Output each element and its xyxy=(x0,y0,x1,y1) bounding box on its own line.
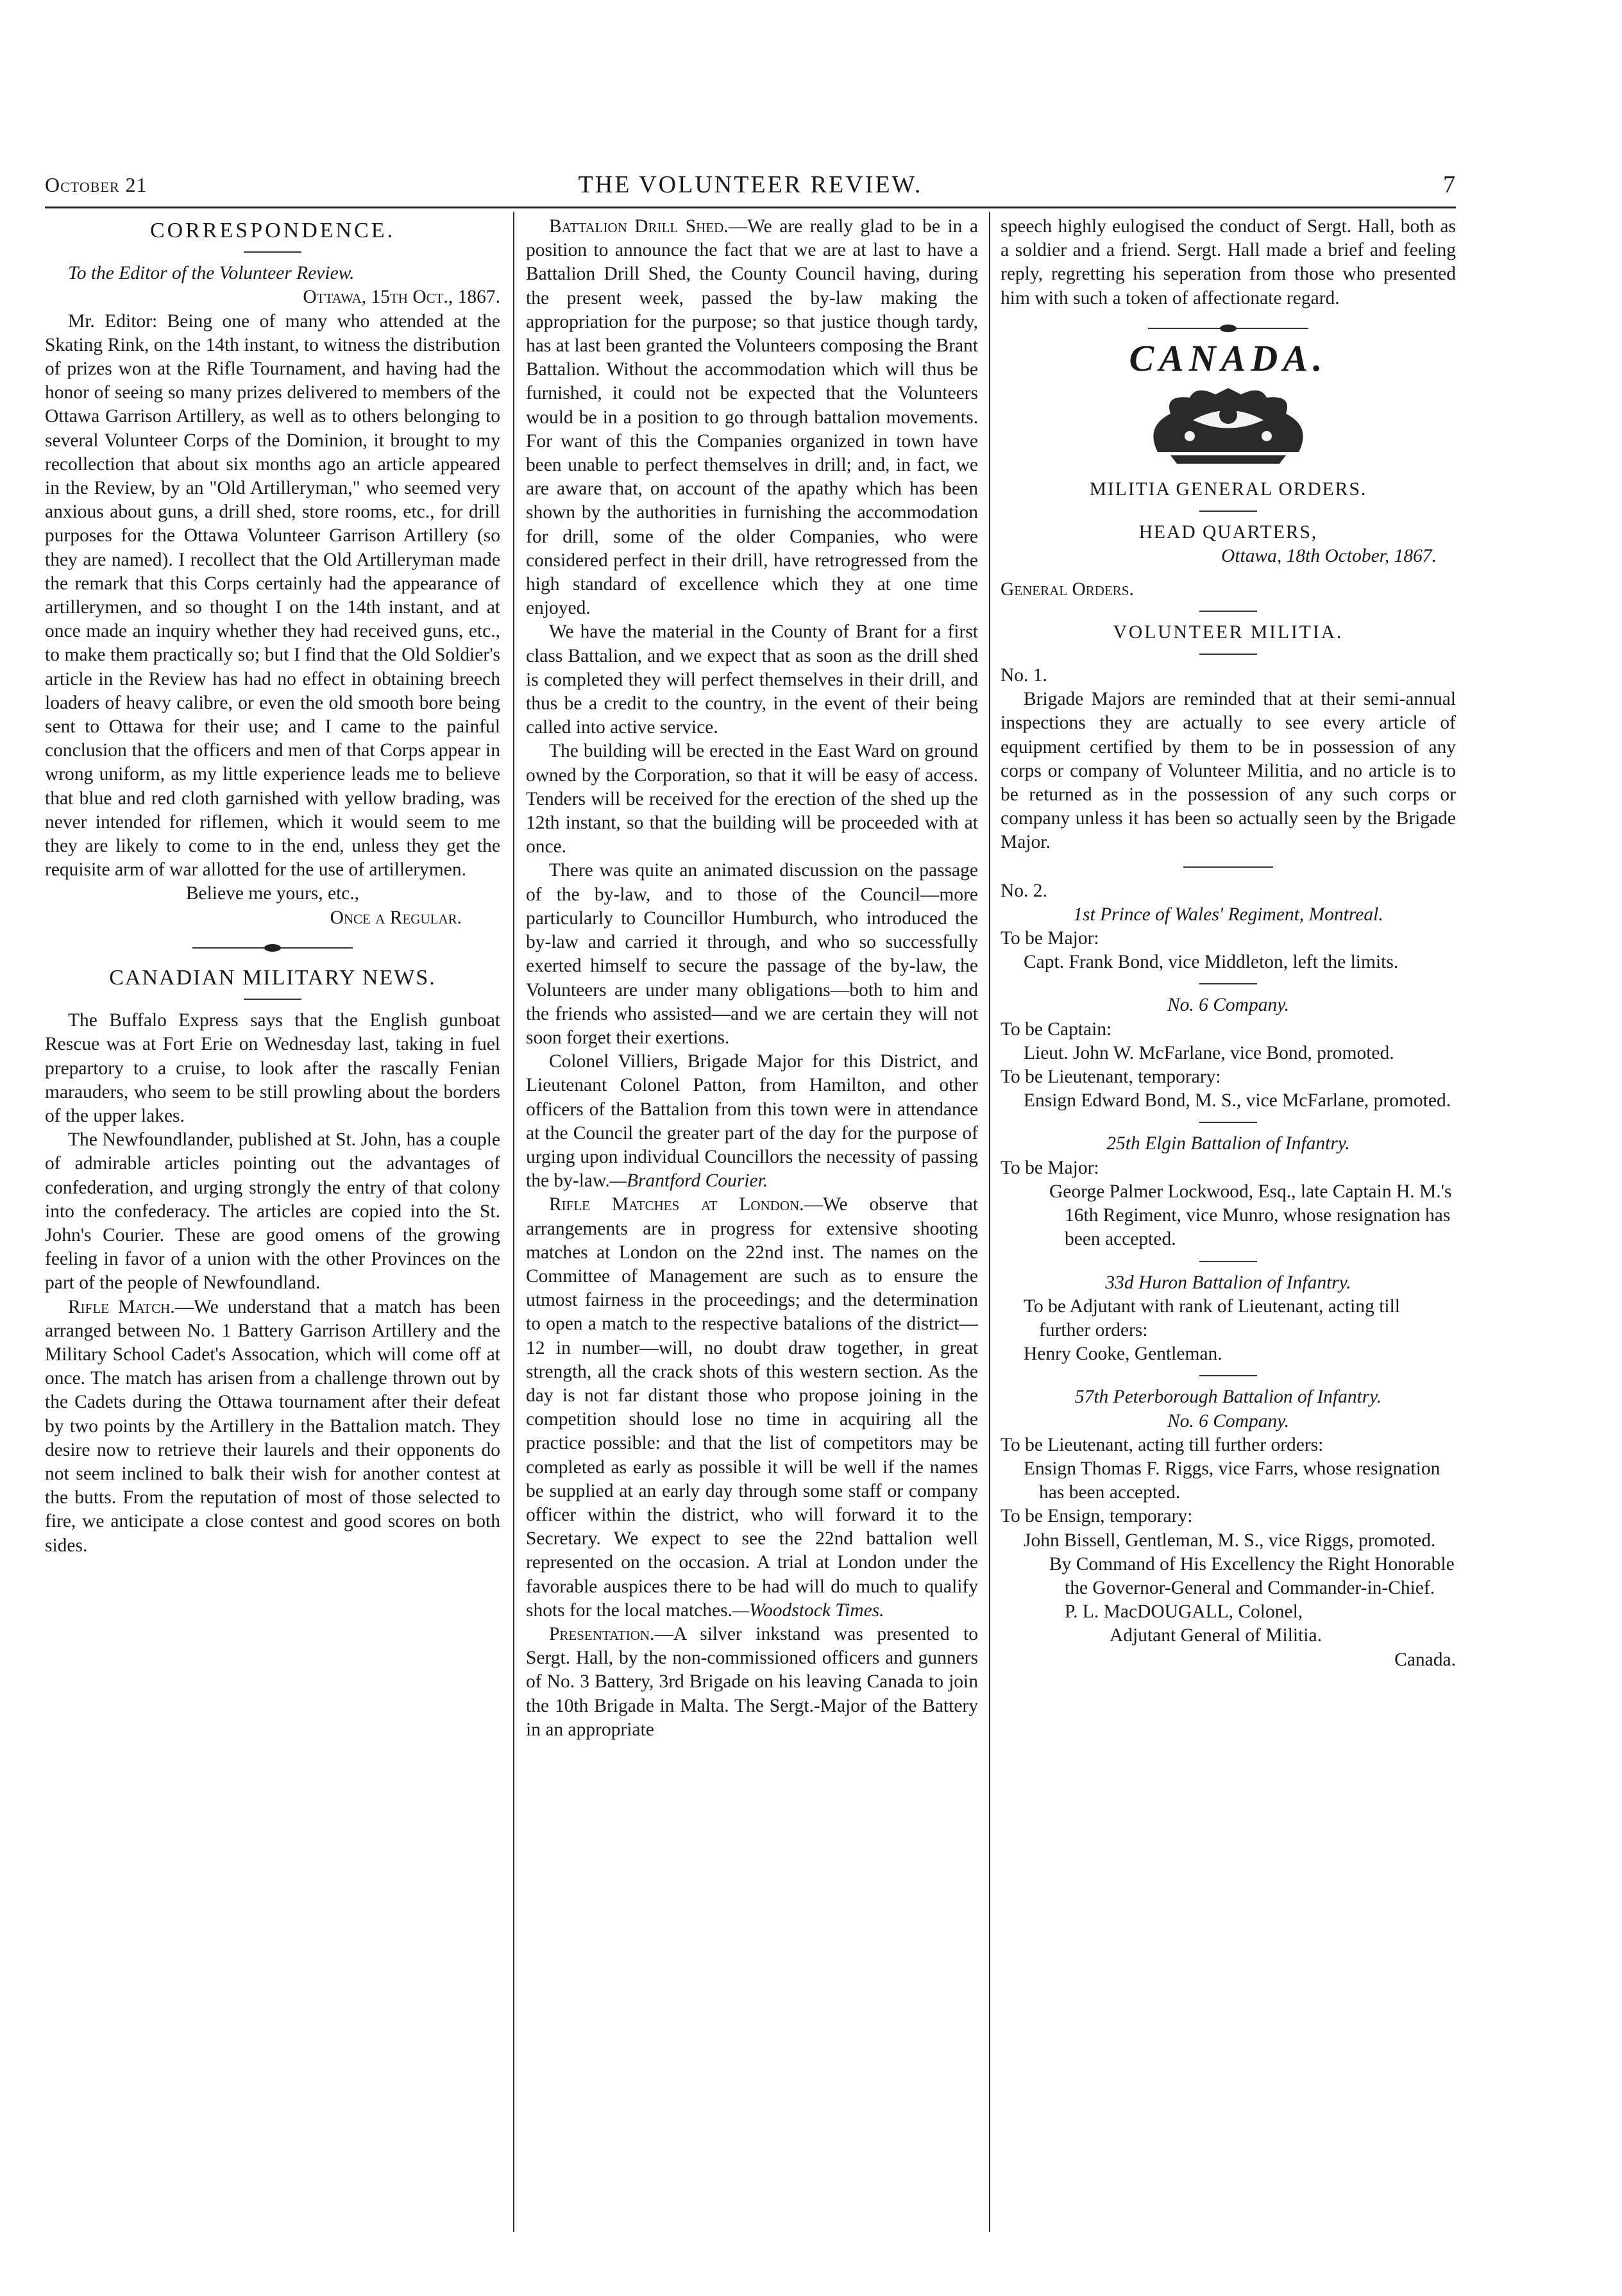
appointment: John Bissell, Gentleman, M. S., vice Riggs, promoted. xyxy=(1024,1530,1436,1551)
article-lead: Presentation. xyxy=(549,1623,655,1644)
column-rule xyxy=(989,212,990,2232)
appointment-label: To be Major: xyxy=(1001,1157,1099,1178)
article-text: —We understand that a match has been arranged between No. 1 Battery Garrison Artillery and the Military School Cadet's Assocation, which will come off at once. The match has arisen from a challenge thrown out by the Cadets during the Ottawa tournament after their defeat by two points by the Artillery in the Battalion match. They desire now to retrieve their laurels and their opponents do not seem inclined to balk their wish for another contest at the butts. From the reputation of most of those selected to fire, we anticipate a close contest and good scores on both sides. xyxy=(45,1296,500,1556)
royal-crest-icon xyxy=(1132,375,1324,471)
ornamental-divider xyxy=(192,944,353,952)
letter-body: Mr. Editor: Being one of many who attended at the Skating Rink, on the 14th instant, to witness the distribution of prizes won at the Rifle Tournament, and having had the honor of seeing so many prizes delivered to members of the Ottawa Garrison Artillery, as well as to others belonging to several Volunteer Corps of the Dominion, it brought to my recollection that about six months ago an article appeared in the Review, by an "Old Artilleryman," who seemed very anxious about guns, a drill shed, store rooms, etc., for drill purposes for the Ottawa Volunteer Garrison Artillery (so they are named). I recollect that the Old Artilleryman made the remark that this Corps certainly had the appearance of artillerymen, and so thought I on the 14th instant, and at once made an inquiry whether they had received guns, etc., to make them practically so; but I find that the Old Soldier's article in the Review has had no effect in obtaining breech loaders of heavy calibre, or even the old smooth bore being sent to Ottawa for their use; and I came to the painful conclusion that the officers and men of that Corps appear in wrong uniform, as my little experience leads me to believe that blue and red cloth garnished with yellow brading, was never intended for riflemen, which it would seem to me they are likely to come to in the end, unless they get the requisite arm of war allotted for the use of artillerymen. xyxy=(45,310,500,881)
divider xyxy=(1199,654,1257,655)
appointment: Ensign Thomas F. Riggs, vice Farrs, whose resignation has been accepted. xyxy=(1024,1458,1440,1503)
appointment: Lieut. John W. McFarlane, vice Bond, promoted. xyxy=(1024,1042,1394,1063)
section-heading: CORRESPONDENCE. xyxy=(149,219,396,242)
column-2 xyxy=(526,215,978,2229)
article-paragraph xyxy=(526,1050,978,1193)
order-number: No. 1. xyxy=(1001,665,1047,686)
appointment-label: To be Adjutant with rank of Lieutenant, acting till further orders: xyxy=(1024,1296,1400,1340)
article-source: —Woodstock Times. xyxy=(732,1600,884,1621)
issue-date: October 21 xyxy=(45,173,148,196)
canada-title: CANADA. xyxy=(1129,337,1328,379)
orders-heading: MILITIA GENERAL ORDERS. xyxy=(1089,479,1367,500)
article-lead: Rifle Matches at London. xyxy=(549,1194,804,1215)
article-text: —We observe that arrangements are in progress for extensive shooting matches at London on the 22nd inst. The names on the Committee of Management are such as to ensure the utmost fairness in the proceedings; and the determination to open a match to the respective batalions of the district—12 in number—will, no doubt draw together, in great strength, all the crack shots of this western section. As the day is not far distant those who propose joining in the competition should lose no time in acquiring all the practice possible: and that the list of competitors may be completed as early as possible it will be well if the names be supplied at an early day through some staff or company officer within the district, who will forward it to the Secretary. We expect to see the 22nd battalion well represented on the occasion. A trial at London under the favorable auspices there to be had will do much to qualify shots for the local matches. xyxy=(526,1194,978,1621)
regiment-name: 33d Huron Battalion of Infantry. xyxy=(1105,1272,1351,1293)
appointment-label: To be Ensign, temporary: xyxy=(1001,1506,1193,1527)
divider xyxy=(1199,1122,1257,1123)
company-name: No. 6 Company. xyxy=(1167,995,1290,1016)
signature-name: P. L. MacDOUGALL, Colonel, xyxy=(1065,1601,1303,1623)
header-rule xyxy=(45,207,1456,208)
article-paragraph: speech highly eulogised the conduct of Sergt. Hall, both as a soldier and a friend. Sergt. Hall made a brief and feeling reply, regretting his seperation from those who presented him with such a token of affectionate regard. xyxy=(1001,216,1456,308)
appointment-label: To be Major: xyxy=(1001,928,1099,949)
signature-title: Adjutant General of Militia. xyxy=(1110,1625,1322,1646)
column-3 xyxy=(1001,215,1456,2229)
orders-dateline: Ottawa, 18th October, 1867. xyxy=(1221,546,1437,567)
article-paragraph: The Newfoundlander, published at St. John, has a couple of admirable articles pointing out the advantages of confederation, and urging strongly the entry of that colony into the confederacy. The articles are copied into the St. John's Courier. These are good omens of the growing feeling in favor of a union with the other Provinces on the part of the people of Newfoundland. xyxy=(45,1129,500,1294)
appointment: Ensign Edward Bond, M. S., vice McFarlane, promoted. xyxy=(1024,1090,1451,1111)
article-paragraph xyxy=(526,1623,978,1742)
divider xyxy=(1199,1261,1257,1262)
article-text: —A silver inkstand was presented to Sergt. Hall, by the non-commissioned officers and gunners of No. 3 Battery, 3rd Brigade on his leaving Canada to join the 10th Brigade in Malta. The Sergt.-Major of the Battery in an appropriate xyxy=(526,1623,978,1740)
letter-dateline: Ottawa, 15th Oct., 1867. xyxy=(303,287,500,308)
regiment-name: 57th Peterborough Battalion of Infantry. xyxy=(1074,1387,1382,1408)
appointment-label: To be Captain: xyxy=(1001,1018,1112,1040)
section-heading: CANADIAN MILITARY NEWS. xyxy=(109,965,436,990)
divider xyxy=(244,999,301,1000)
appointment-label: To be Lieutenant, acting till further orders: xyxy=(1001,1434,1324,1455)
article-paragraph xyxy=(45,1296,500,1558)
appointment: Henry Cooke, Gentleman. xyxy=(1024,1344,1222,1365)
order-number: No. 2. xyxy=(1001,880,1047,901)
general-orders-label: General Orders. xyxy=(1001,578,1134,600)
article-lead: Battalion Drill Shed. xyxy=(549,216,729,237)
letter-closing: Believe me yours, etc., xyxy=(185,883,360,904)
article-lead: Rifle Match. xyxy=(68,1296,175,1317)
divider xyxy=(1183,866,1273,868)
page-header xyxy=(45,168,1456,207)
article-paragraph: We have the material in the County of Brant for a first class Battalion, and we expect that as soon as the drill shed is completed they will perfect themselves in their drill, and thus be a credit to the country, in the event of their being called into active service. xyxy=(526,621,978,738)
appointment: George Palmer Lockwood, Esq., late Captain H. M.'s 16th Regiment, vice Munro, whose resignation has been accepted. xyxy=(1049,1181,1452,1250)
appointment: Capt. Frank Bond, vice Middleton, left the limits. xyxy=(1024,952,1399,973)
article-paragraph: There was quite an animated discussion on the passage of the by-law, and to those of the Council—more particularly to Councillor Humburch, who introduced the by-law and carried it through, and who so successfully exerted himself to secure the passage of the by-law, the Volunteers are under many obligations—both to him and the friends who assisted—and we are certain they will not soon forget their exertions. xyxy=(526,860,978,1048)
divider xyxy=(1199,611,1257,612)
letter-salutation: To the Editor of the Volunteer Review. xyxy=(68,263,355,284)
article-paragraph: The Buffalo Express says that the English gunboat Rescue was at Fort Erie on Wednesday last, taking in fuel prepartory to a cruise, to look after the rascally Fenian marauders, who seem to be still prowling about the borders of the upper lakes. xyxy=(45,1010,500,1126)
regiment-name: 1st Prince of Wales' Regiment, Montreal. xyxy=(1073,904,1383,925)
letter-signature: Once a Regular. xyxy=(330,907,462,928)
page-number: 7 xyxy=(1443,171,1456,198)
column-1 xyxy=(45,215,500,2229)
divider xyxy=(1199,1375,1257,1376)
masthead: THE VOLUNTEER REVIEW. xyxy=(578,171,923,198)
article-text: —We are really glad to be in a position to announce the fact that we are at last to have a Battalion Drill Shed, the County Council having, during the present week, passed the by-law making the appropriation for the purpose; so that justice though tardy, has at last been granted the Volunteers composing the Brant Battalion. Without the accommodation which will thus be furnished, it could not be expected that the Volunteers would be in a position to go through battalion movements. For want of this the Companies organized in town have been unable to perfect themselves in drill; and, in fact, we are aware that, on account of the apathy which has been shown by the authorities in furnishing the accommodation for drill, some of the older Companies, who were considered perfect in their drill, have retrogressed from the high standard of excellence which they at one time enjoyed. xyxy=(526,216,978,619)
divider xyxy=(1199,511,1257,512)
article-paragraph: The building will be erected in the East Ward on ground owned by the Corporation, so that it will be easy of access. Tenders will be received for the erection of the shed up the 12th instant, so that the building will be proceeded with at once. xyxy=(526,741,978,857)
company-name: No. 6 Company. xyxy=(1167,1410,1290,1431)
regiment-name: 25th Elgin Battalion of Infantry. xyxy=(1106,1133,1350,1154)
command-line: By Command of His Excellency the Right Honorable the Governor-General and Commander-in-Chief. xyxy=(1049,1553,1455,1598)
column-rule xyxy=(513,212,514,2232)
divider xyxy=(1199,983,1257,984)
article-source: —Brantford Courier. xyxy=(609,1170,768,1192)
article-paragraph xyxy=(526,215,978,620)
appointment-label: To be Lieutenant, temporary: xyxy=(1001,1067,1221,1088)
article-paragraph xyxy=(526,1193,978,1623)
signature-place: Canada. xyxy=(1394,1649,1456,1670)
head-quarters: HEAD QUARTERS, xyxy=(1138,522,1318,543)
order-text: Brigade Majors are reminded that at their semi-annual inspections they are actually to see every article of equipment certified by them to be in possession of any corps or company of Volunteer Militia, and no article is to be returned as in the possession of any such corps or company unless it has been so actually seen by the Brigade Major. xyxy=(1001,689,1456,853)
divider xyxy=(244,251,301,253)
ornamental-divider xyxy=(1148,325,1308,332)
volunteer-militia-heading: VOLUNTEER MILITIA. xyxy=(1113,621,1344,643)
article-text: Colonel Villiers, Brigade Major for this District, and Lieutenant Colonel Patton, from Hamilton, and other officers of the Battalion from this town were in attendance at the Council the greater part of the day for the purpose of urging upon individual Councillors the necessity of passing the by-law. xyxy=(526,1051,978,1192)
